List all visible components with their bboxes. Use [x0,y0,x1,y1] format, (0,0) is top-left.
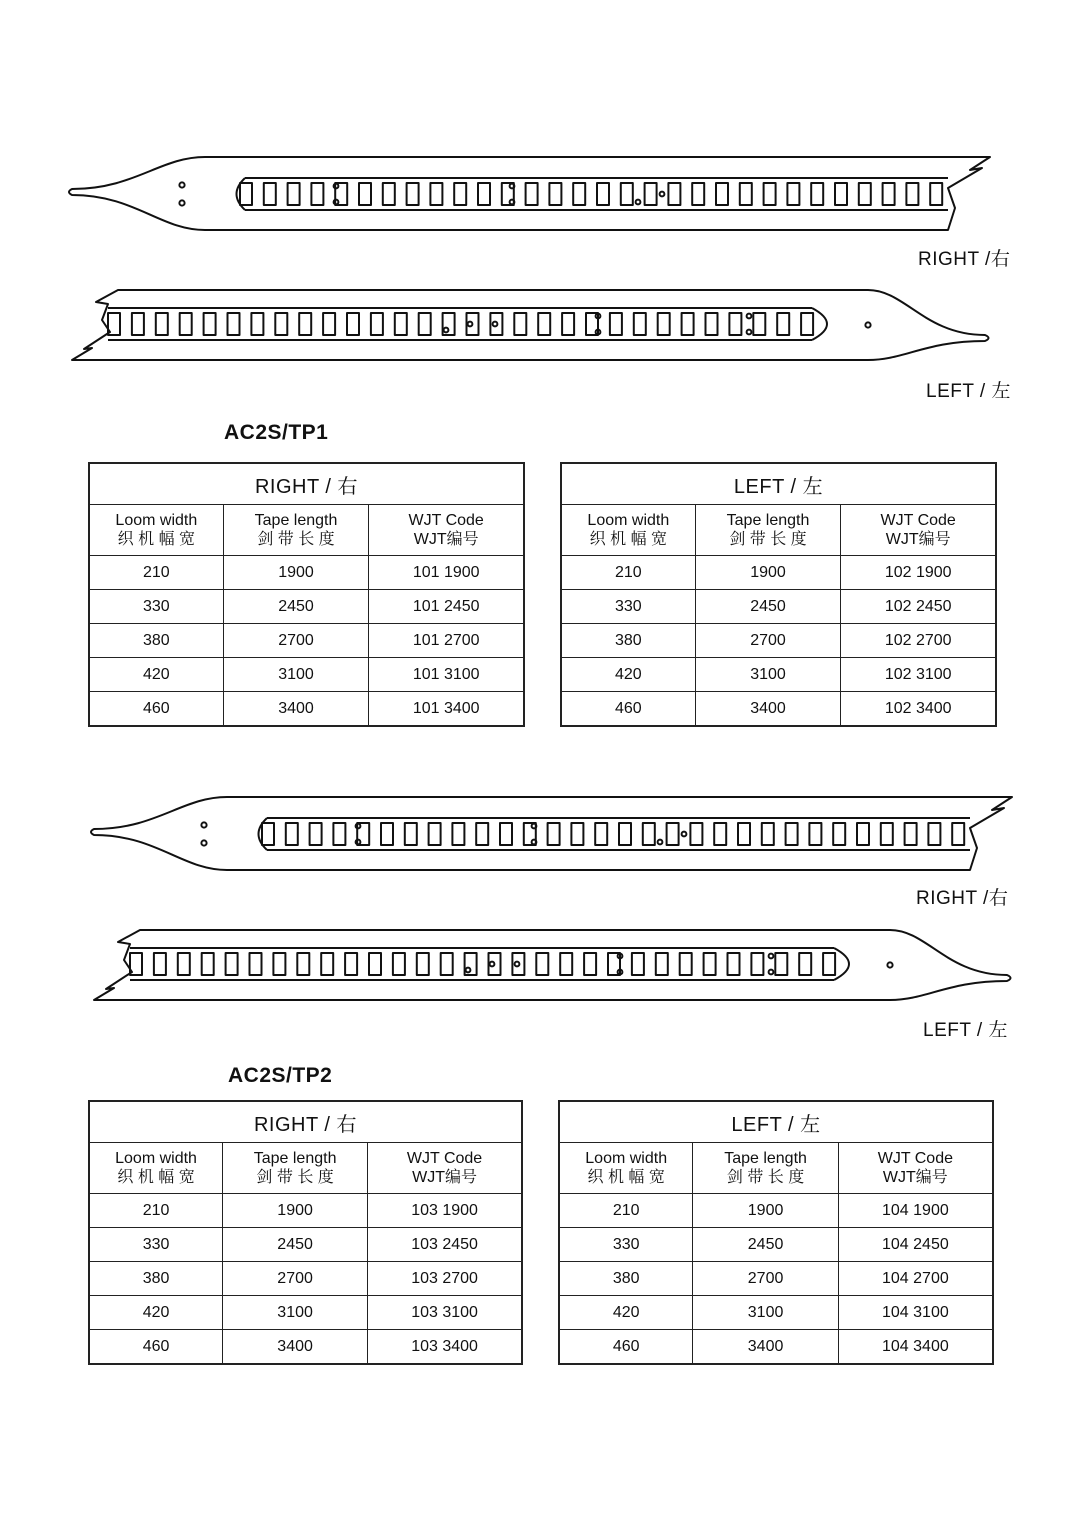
spec-table-right [88,462,525,727]
table-row: 380 2700 103 2700 [89,1262,522,1296]
column-header: Tape length 剑 带 长 度 [693,1143,838,1194]
right-tape-label: RIGHT /右 [916,888,1009,909]
right-tape-label: RIGHT /右 [918,249,1011,270]
table-row: 460 3400 102 3400 [561,692,996,727]
column-header: Loom width 织 机 幅 宽 [89,505,223,556]
table-row: 420 3100 103 3100 [89,1296,522,1330]
left-tape-drawing [0,922,1080,1012]
column-header: Tape length 剑 带 长 度 [695,505,841,556]
table-caption: LEFT / 左 [559,1101,993,1143]
column-header: Loom width 织 机 幅 宽 [559,1143,693,1194]
table-row: 210 1900 101 1900 [89,556,524,590]
model-title: AC2S/TP1 [224,421,329,444]
table-row: 330 2450 104 2450 [559,1228,993,1262]
column-header: WJT Code WJT编号 [369,505,524,556]
column-header: Loom width 织 机 幅 宽 [561,505,695,556]
table-row: 210 1900 103 1900 [89,1194,522,1228]
rapier-tape-left-icon [0,282,1080,372]
column-header: Loom width 织 机 幅 宽 [89,1143,223,1194]
table-row: 380 2700 101 2700 [89,624,524,658]
spec-table-left [558,1100,994,1365]
table-row: 420 3100 101 3100 [89,658,524,692]
spec-table-left [560,462,997,727]
column-header: WJT Code WJT编号 [368,1143,522,1194]
table-row: 380 2700 104 2700 [559,1262,993,1296]
table-row: 460 3400 103 3400 [89,1330,522,1365]
table-caption: RIGHT / 右 [89,1101,522,1143]
table-row: 380 2700 102 2700 [561,624,996,658]
column-header: WJT Code WJT编号 [841,505,996,556]
column-header: Tape length 剑 带 长 度 [223,1143,368,1194]
rapier-tape-right-icon [0,790,1080,880]
table-row: 460 3400 101 3400 [89,692,524,727]
table-caption: RIGHT / 右 [89,463,524,505]
right-tape-drawing [0,790,1080,880]
table-row: 330 2450 101 2450 [89,590,524,624]
rapier-tape-right-icon [0,150,1080,240]
right-tape-drawing [0,150,1080,240]
rapier-tape-left-icon [0,922,1080,1012]
column-header: WJT Code WJT编号 [838,1143,993,1194]
spec-table-right [88,1100,523,1365]
table-row: 210 1900 102 1900 [561,556,996,590]
table-row: 460 3400 104 3400 [559,1330,993,1365]
left-tape-label: LEFT / 左 [923,1020,1008,1041]
column-header: Tape length 剑 带 长 度 [223,505,369,556]
table-caption: LEFT / 左 [561,463,996,505]
table-row: 330 2450 103 2450 [89,1228,522,1262]
left-tape-label: LEFT / 左 [926,381,1011,402]
model-title: AC2S/TP2 [228,1064,333,1087]
table-row: 420 3100 102 3100 [561,658,996,692]
table-row: 330 2450 102 2450 [561,590,996,624]
table-row: 210 1900 104 1900 [559,1194,993,1228]
table-row: 420 3100 104 3100 [559,1296,993,1330]
left-tape-drawing [0,282,1080,372]
